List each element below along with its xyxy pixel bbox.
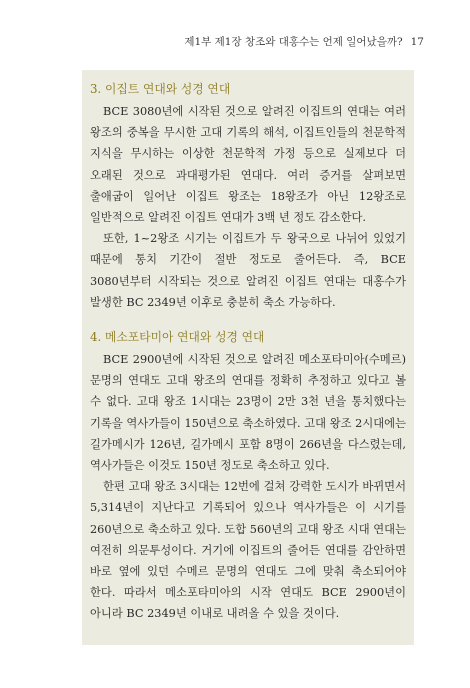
running-header — [184, 34, 424, 49]
section-heading: 3. 이집트 연대와 성경 연대 — [90, 82, 231, 96]
paragraph: BCE 2900년에 시작된 것으로 알려진 메소포타미아(수메르) 문명의 연대도 고대 왕조의 연대를 정확히 추정하고 있다고 볼 수 없다. 고대 왕조 1시대는 23명이 2만 3천 년을 통치했다는 기록을 역사가들이 150년으로 축소하였다. 고대 왕조 2시대에는 길가메시가 126년, 길가메시 포함 8명이 266년을 다스렸는데, 역사가들은 이것도 150년 정도로 축소하고 있다. — [90, 353, 406, 473]
paragraph: 또한, 1~2왕조 시기는 이집트가 두 왕국으로 나뉘어 있었기 때문에 통치 기간이 절반 정도로 줄어든다. 즉, BCE 3080년부터 시작되는 것으로 알려진 이집트 연대는 대홍수가 발생한 BC 2349년 이후로 충분히 축소 가능하다. — [90, 232, 406, 309]
paragraph: BCE 3080년에 시작된 것으로 알려진 이집트의 연대는 여러 왕조의 중복을 무시한 고대 기록의 해석, 이집트인들의 천문학적 지식을 무시하는 이상한 천문학적 가정 등으로 실제보다 더 오래된 것으로 과대평가된 연대다. 여러 증거를 살펴보면 출애굽이 일어난 이집트 왕조는 18왕조가 아닌 12왕조로 일반적으로 알려진 이집트 연대가 3백 년 정도 감소한다. — [90, 105, 406, 225]
running-title: 제1부 제1장 창조와 대홍수는 언제 일어났을까? — [184, 36, 403, 48]
section-egypt-chronology — [90, 80, 406, 313]
section-heading: 4. 메소포타미아 연대와 성경 연대 — [90, 330, 265, 344]
section-mesopotamia-chronology — [90, 328, 406, 625]
page-number: 17 — [410, 36, 424, 48]
paragraph: 한편 고대 왕조 3시대는 12번에 걸쳐 강력한 도시가 바뀌면서 5,314년이 지난다고 기록되어 있으나 역사가들은 이 시기를 260년으로 축소하고 있다. 도합 560년의 고대 왕조 시대 연대는 여전히 의문투성이다. 거기에 이집트의 줄어든 연대를 감안하면 바로 옆에 있던 수메르 문명의 연대도 그에 맞춰 축소되어야 한다. 따라서 메소포타미아의 시작 연대도 BCE 2900년이 아니라 BC 2349년 이내로 내려올 수 있을 것이다. — [90, 480, 406, 621]
